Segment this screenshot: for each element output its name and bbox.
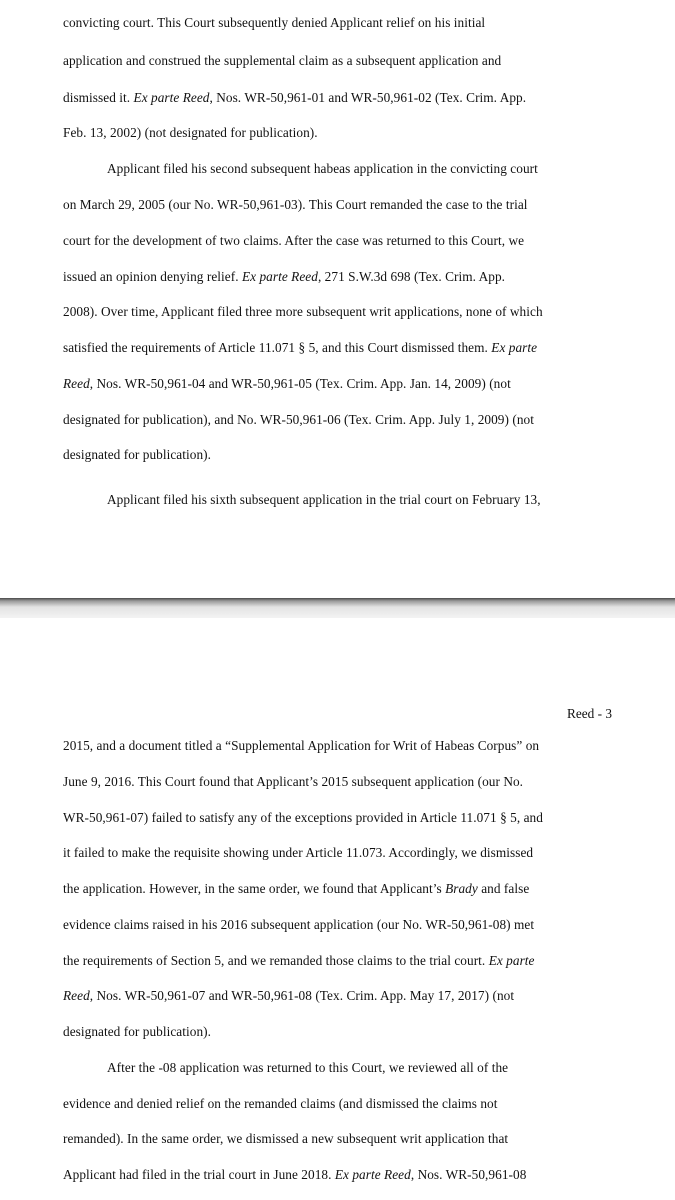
text-line [63,953,535,969]
text-line [63,233,524,249]
text-segment: WR-50,961-07) failed to satisfy any of the exceptions provided in Article 11.071 § 5, and [63,810,543,825]
italic-citation-text: Ex parte Reed [334,1167,411,1182]
text-segment: designated for publication). [63,447,211,462]
text-segment: court for the development of two claims. After the case was returned to this Court, we [63,233,525,248]
italic-citation-text: Ex parte Reed [241,269,318,284]
text-segment: 2008). Over time, Applicant filed three more subsequent writ applications, none of which [63,304,543,319]
text-segment: 2015, and a document titled a “Supplemental Application for Writ of Habeas Corpus” on [63,738,540,753]
text-line [63,304,543,320]
text-segment: convicting court. This Court subsequently denied Applicant relief on his initial [63,15,486,30]
italic-citation-text: Ex parte Reed [133,90,210,105]
italic-citation-text: Brady [445,881,478,896]
italic-citation-text: Reed [63,376,90,391]
text-line [107,161,538,177]
text-segment: issued an opinion denying relief. [63,269,242,284]
text-segment: Applicant filed his sixth subsequent application in the trial court on February 13, [107,492,541,507]
text-segment: evidence claims raised in his 2016 subsequent application (our No. WR-50,961-08) met [63,917,535,932]
text-line [63,340,537,356]
text-line [63,90,526,106]
text-segment: on March 29, 2005 (our No. WR-50,961-03). This Court remanded the case to the trial [63,197,528,212]
text-line [63,810,543,826]
text-line [63,917,534,933]
text-segment: designated for publication). [63,1024,211,1039]
text-line [63,1167,526,1183]
text-line [63,1096,497,1112]
text-segment: satisfied the requirements of Article 11.071 § 5, and this Court dismissed them. [63,340,492,355]
text-line [63,412,534,428]
text-segment: Applicant had filed in the trial court in June 2018. [63,1167,335,1182]
text-segment: June 9, 2016. This Court found that Applicant’s 2015 subsequent application (our No. [63,774,524,789]
text-segment: , Nos. WR-50,961-04 and WR-50,961-05 (Tex. Crim. App. Jan. 14, 2009) (not [89,376,511,391]
text-line [63,15,485,31]
page-header-number: Reed - 3 [566,706,612,721]
text-segment: , Nos. WR-50,961-08 [410,1167,527,1182]
text-segment: , 271 S.W.3d 698 (Tex. Crim. App. [317,269,506,284]
text-line [63,197,528,213]
text-line [63,1024,211,1040]
italic-citation-text: Reed [63,988,90,1003]
italic-citation-text: Ex parte [491,340,538,355]
text-segment: application and construed the supplemental claim as a subsequent application and [63,53,502,68]
text-line [63,53,501,69]
text-line [63,447,211,463]
italic-citation-text: Ex parte [488,953,535,968]
text-segment: remanded). In the same order, we dismissed a new subsequent writ application that [63,1131,509,1146]
text-segment: After the -08 application was returned to this Court, we reviewed all of the [107,1060,509,1075]
text-line [63,845,533,861]
text-segment: , Nos. WR-50,961-01 and WR-50,961-02 (Tex. Crim. App. [209,90,527,105]
text-line [107,1060,508,1076]
text-segment: designated for publication), and No. WR-50,961-06 (Tex. Crim. App. July 1, 2009) (not [63,412,534,427]
text-segment: it failed to make the requisite showing under Article 11.073. Accordingly, we dismissed [63,845,534,860]
text-segment: the application. However, in the same order, we found that Applicant’s [63,881,446,896]
text-segment: the requirements of Section 5, and we remanded those claims to the trial court. [63,953,489,968]
text-line [63,376,511,392]
text-segment: Feb. 13, 2002) (not designated for publication). [63,125,318,140]
text-segment: Applicant filed his second subsequent habeas application in the convicting court [107,161,538,176]
text-line [63,774,523,790]
text-line [63,1131,508,1147]
text-line [63,881,529,897]
text-line [63,125,318,141]
text-segment: and false [477,881,530,896]
text-line [63,269,505,285]
page-break-divider [0,598,675,618]
text-line [63,738,539,754]
text-segment: , Nos. WR-50,961-07 and WR-50,961-08 (Tex. Crim. App. May 17, 2017) (not [89,988,515,1003]
text-line [63,988,514,1004]
text-segment: evidence and denied relief on the remanded claims (and dismissed the claims not [63,1096,498,1111]
text-line [107,492,541,508]
text-segment: dismissed it. [63,90,134,105]
